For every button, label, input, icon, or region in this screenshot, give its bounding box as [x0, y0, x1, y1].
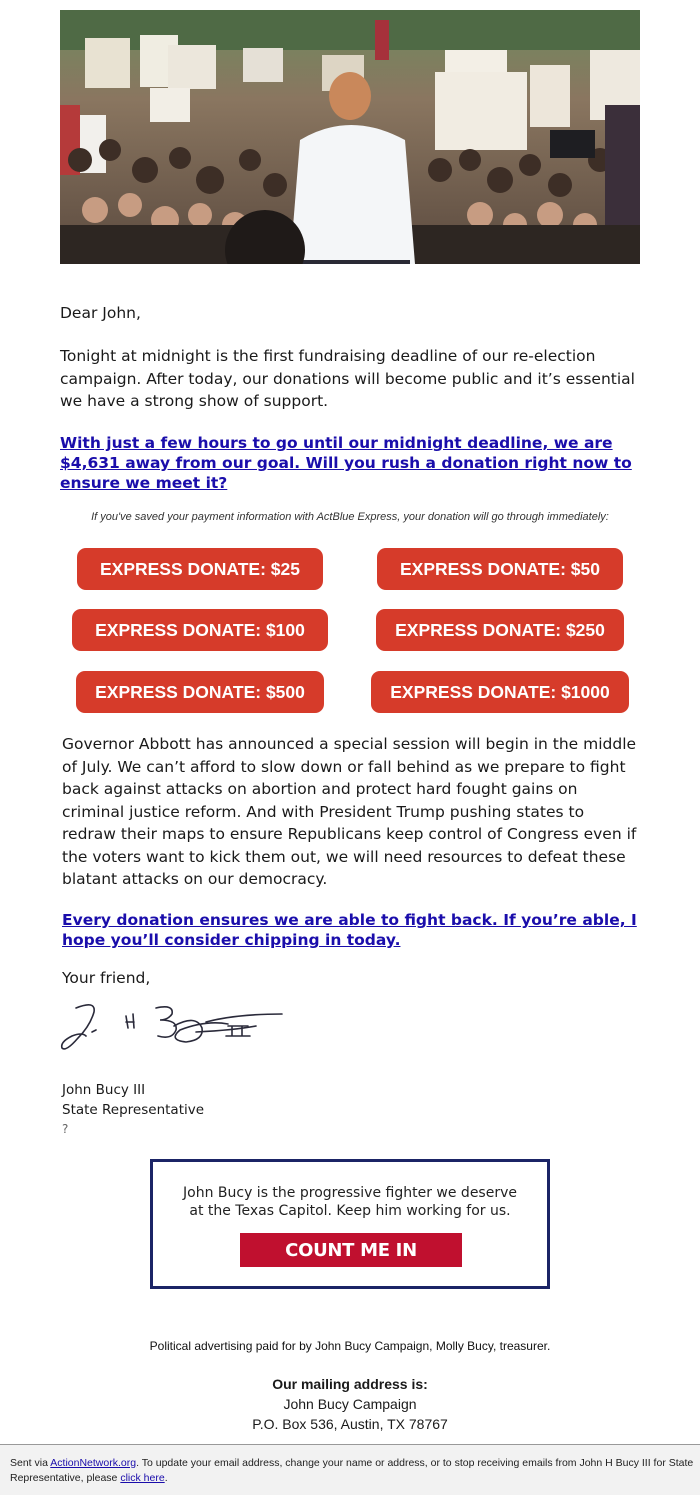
- intro-paragraph: Tonight at midnight is the first fundraising deadline of our re-election campaign. After today, our donations will become public and it’s essential we have a strong show of support.: [60, 347, 635, 410]
- express-donate-500-button[interactable]: EXPRESS DONATE: $500: [76, 671, 324, 713]
- banner-text-line1: John Bucy is the progressive fighter we deserve: [183, 1185, 517, 1201]
- count-me-in-banner[interactable]: [150, 1159, 550, 1289]
- express-donate-50-button[interactable]: EXPRESS DONATE: $50: [377, 548, 623, 590]
- click-here-link[interactable]: click here: [120, 1471, 165, 1484]
- paid-for-disclaimer: Political advertising paid for by John Bucy Campaign, Molly Bucy, treasurer.: [149, 1339, 551, 1353]
- mailing-heading: Our mailing address is:: [272, 1376, 428, 1392]
- count-me-in-button[interactable]: COUNT ME IN: [240, 1233, 462, 1267]
- donation-ask-link[interactable]: With just a few hours to go until our midnight deadline, we are $4,631 away from our goal. Will you rush a donation right now to ensure we meet it?: [60, 434, 632, 492]
- footer-text: [10, 1456, 694, 1485]
- fight-back-link[interactable]: Every donation ensures we are able to fight back. If you’re able, I hope you’ll consider chipping in today.: [62, 911, 637, 949]
- special-session-paragraph: Governor Abbott has announced a special session will begin in the middle of July. We can’t afford to slow down or fall behind as we prepare to fight back against attacks on abortion and protect hard fought gains on criminal justice reform. And with President Trump pushing states to redraw their maps to ensure Republicans keep control of Congress even if the voters want to kick them out, we will need resources to defeat these blatant attacks on our democracy.: [62, 735, 637, 888]
- footer-suffix: .: [164, 1471, 168, 1484]
- express-donate-100-button[interactable]: EXPRESS DONATE: $100: [72, 609, 328, 651]
- mailing-address: P.O. Box 536, Austin, TX 78767: [252, 1416, 448, 1432]
- mailing-name: John Bucy Campaign: [283, 1396, 417, 1412]
- signature-image: [56, 996, 288, 1060]
- express-donate-25-button[interactable]: EXPRESS DONATE: $25: [77, 548, 323, 590]
- express-note: If you've saved your payment information with ActBlue Express, your donation will go through immediately:: [91, 511, 609, 523]
- banner-text-line2: at the Texas Capitol. Keep him working for us.: [189, 1203, 511, 1219]
- express-donate-250-button[interactable]: EXPRESS DONATE: $250: [376, 609, 624, 651]
- signer-extra: ?: [62, 1122, 69, 1136]
- express-donate-1000-button[interactable]: EXPRESS DONATE: $1000: [371, 671, 629, 713]
- hero-image: [60, 10, 640, 264]
- signer-title: State Representative: [62, 1102, 205, 1118]
- signer-name: John Bucy III: [62, 1082, 146, 1098]
- footer-bar: [0, 1444, 700, 1495]
- banner-text: [153, 1184, 547, 1220]
- actionnetwork-link[interactable]: ActionNetwork.org: [50, 1457, 137, 1469]
- footer-middle: . To update your email address, change your name or address, or to stop receiving emails from John H Bucy III for State Representative, please: [10, 1457, 694, 1484]
- greeting: Dear John,: [60, 304, 141, 322]
- closing: Your friend,: [62, 969, 151, 987]
- footer-prefix: Sent via: [10, 1457, 51, 1469]
